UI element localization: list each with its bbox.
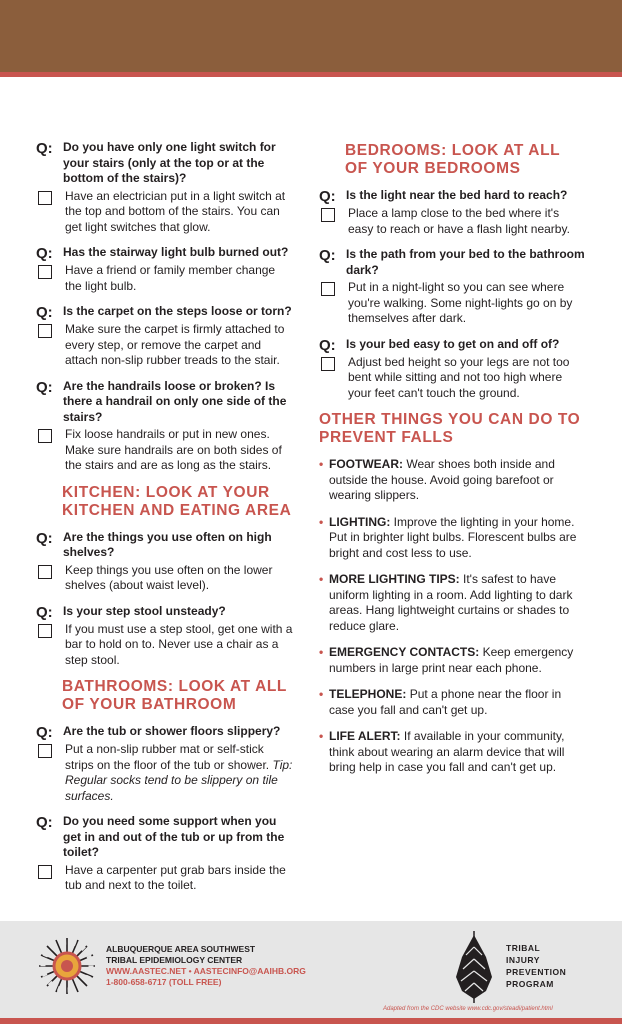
checkbox[interactable] [38, 744, 52, 758]
question-text: Are the handrails loose or broken? Is there a handrail on only one side of the stairs? [63, 378, 287, 424]
answer-text: Adjust bed height so your legs are not too bent while sitting and not too high where your feet can't touch the ground. [348, 354, 570, 400]
org-name-line2: TRIBAL EPIDEMIOLOGY CENTER [106, 955, 243, 965]
org-web-email[interactable]: WWW.AASTEC.NET • AASTECINFO@AAIHB.ORG [106, 966, 306, 976]
tip-item [319, 645, 587, 676]
checkbox[interactable] [38, 565, 52, 579]
qa-item [319, 337, 587, 402]
tip-item [319, 572, 587, 634]
bathroom-section-title: BATHROOMS: LOOK AT ALL OF YOUR BATHROOM [62, 678, 287, 713]
tip-item [319, 457, 587, 504]
q-marker: Q: [36, 140, 53, 157]
checkbox[interactable] [38, 324, 52, 338]
tip-text: Put a phone near the floor in case you fall and can't get up. [329, 687, 562, 717]
aastec-logo-icon [38, 937, 96, 995]
q-marker: Q: [36, 724, 53, 741]
tipp-line: INJURY [506, 955, 540, 965]
left-column [36, 140, 294, 904]
org-name-line1: ALBUQUERQUE AREA SOUTHWEST [106, 944, 256, 954]
answer-text [65, 742, 294, 804]
qa-item [319, 188, 587, 237]
tip-label: EMERGENCY CONTACTS: [329, 645, 480, 659]
qa-item [36, 379, 294, 474]
tip-label: TELEPHONE: [329, 687, 407, 701]
question-text: Has the stairway light bulb burned out? [63, 245, 289, 259]
qa-item [36, 140, 294, 235]
checkbox[interactable] [321, 282, 335, 296]
checkbox[interactable] [38, 191, 52, 205]
answer-text: Put in a night-light so you can see where you're walking. Some night-lights go on by themselves after dark. [348, 280, 573, 325]
organization-info [106, 944, 306, 988]
bullet-icon: • [319, 729, 324, 743]
q-marker: Q: [36, 814, 53, 831]
footer-accent-stripe [0, 1018, 622, 1024]
question-text: Are the tub or shower floors slippery? [63, 724, 281, 738]
source-credit: Adapted from the CDC website www.cdc.gov/steadi/patient.html [383, 1006, 553, 1012]
answer-tip: Tip: Regular socks tend to be slippery on tile surfaces. [65, 757, 293, 803]
checkbox[interactable] [38, 865, 52, 879]
checkbox[interactable] [38, 624, 52, 638]
question-text: Do you have only one light switch for your stairs (only at the top or at the bottom of the stairs)? [63, 140, 276, 185]
tip-item [319, 687, 587, 718]
q-marker: Q: [319, 247, 336, 264]
answer-text: Make sure the carpet is firmly attached to every step, or remove the carpet and attach non-slip rubber treads to the stair. [65, 322, 285, 367]
tip-item [319, 515, 587, 562]
q-marker: Q: [36, 304, 53, 321]
tip-text: It's safest to have uniform lighting in a room. Add lighting to dark areas. Hang lightweight curtains or shades to reduce glare. [329, 572, 573, 633]
answer-text: Have a carpenter put grab bars inside the tub and next to the toilet. [65, 862, 286, 892]
tip-text: Keep emergency numbers in large print near each phone. [329, 645, 574, 675]
tipp-line: TRIBAL [506, 943, 541, 953]
qa-item [36, 304, 294, 369]
question-text: Is the carpet on the steps loose or torn? [63, 304, 292, 318]
question-text: Is the path from your bed to the bathroom dark? [346, 247, 585, 277]
tip-text: Improve the lighting in your home. Put in brighter light bulbs. Florescent bulbs are bright and cost less to use. [329, 514, 577, 560]
qa-item [319, 247, 587, 327]
tip-label: LIFE ALERT: [329, 729, 401, 743]
checkbox[interactable] [321, 208, 335, 222]
question-text: Do you need some support when you get in and out of the tub or up from the toilet? [63, 814, 285, 859]
bullet-icon: • [319, 687, 324, 701]
checkbox[interactable] [38, 429, 52, 443]
qa-item [36, 245, 294, 294]
tipp-line: PREVENTION [506, 967, 567, 977]
q-marker: Q: [36, 245, 53, 262]
answer-text: Place a lamp close to the bed where it's easy to reach or have a flash light nearby. [348, 206, 570, 236]
other-things-section-title: OTHER THINGS YOU CAN DO TO PREVENT FALLS [319, 411, 581, 446]
q-marker: Q: [36, 378, 53, 396]
tip-item [319, 729, 587, 776]
question-text: Is your bed easy to get on and off of? [346, 336, 560, 351]
bullet-icon: • [319, 572, 324, 586]
qa-item [36, 530, 294, 594]
arrowhead-feather-logo-icon [452, 931, 496, 1003]
bullet-icon: • [319, 645, 324, 659]
q-marker: Q: [36, 529, 53, 547]
tipp-line: PROGRAM [506, 979, 554, 989]
tip-text: If available in your community, think about wearing an alarm device that will bring help in case you fall and can't get up. [329, 729, 565, 774]
header-accent-stripe [0, 72, 622, 77]
answer-text: Have a friend or family member change the light bulb. [65, 263, 276, 293]
tip-text: Wear shoes both inside and outside the house. Avoid going barefoot or wearing slippers. [329, 457, 555, 502]
tip-label: MORE LIGHTING TIPS: [329, 572, 460, 586]
answer-main: Put a non-slip rubber mat or self-stick strips on the floor of the tub or shower. [65, 742, 270, 772]
q-marker: Q: [319, 336, 336, 354]
header-band [0, 0, 622, 72]
bullet-icon: • [319, 457, 324, 471]
answer-text: If you must use a step stool, get one with a bar to hold on to. Never use a chair as a step stool. [65, 621, 293, 667]
tipp-program-name [506, 942, 566, 990]
answer-text: Fix loose handrails or put in new ones. Make sure handrails are on both sides of the stairs and are as long as the stairs. [65, 427, 282, 472]
qa-item [36, 814, 294, 894]
qa-item [36, 724, 294, 804]
tip-label: LIGHTING: [329, 514, 391, 529]
question-text: Is your step stool unsteady? [63, 603, 226, 618]
kitchen-section-title: KITCHEN: LOOK AT YOUR KITCHEN AND EATING AREA [62, 483, 292, 519]
q-marker: Q: [36, 603, 53, 621]
checkbox[interactable] [321, 357, 335, 371]
checkbox[interactable] [38, 265, 52, 279]
org-phone: 1-800-658-6717 (TOLL FREE) [106, 977, 222, 987]
question-text: Are the things you use often on high shelves? [63, 529, 272, 559]
qa-item [36, 604, 294, 669]
bullet-icon: • [319, 514, 324, 529]
answer-text: Keep things you use often on the lower shelves (about waist level). [65, 562, 273, 592]
question-text: Is the light near the bed hard to reach? [346, 188, 568, 202]
right-column [319, 140, 587, 787]
tip-label: FOOTWEAR: [329, 457, 403, 471]
bedroom-section-title: BEDROOMS: LOOK AT ALL OF YOUR BEDROOMS [345, 142, 560, 177]
q-marker: Q: [319, 188, 336, 205]
answer-text: Have an electrician put in a light switch at the top and bottom of the stairs. You can get light switches that glow. [65, 188, 286, 234]
